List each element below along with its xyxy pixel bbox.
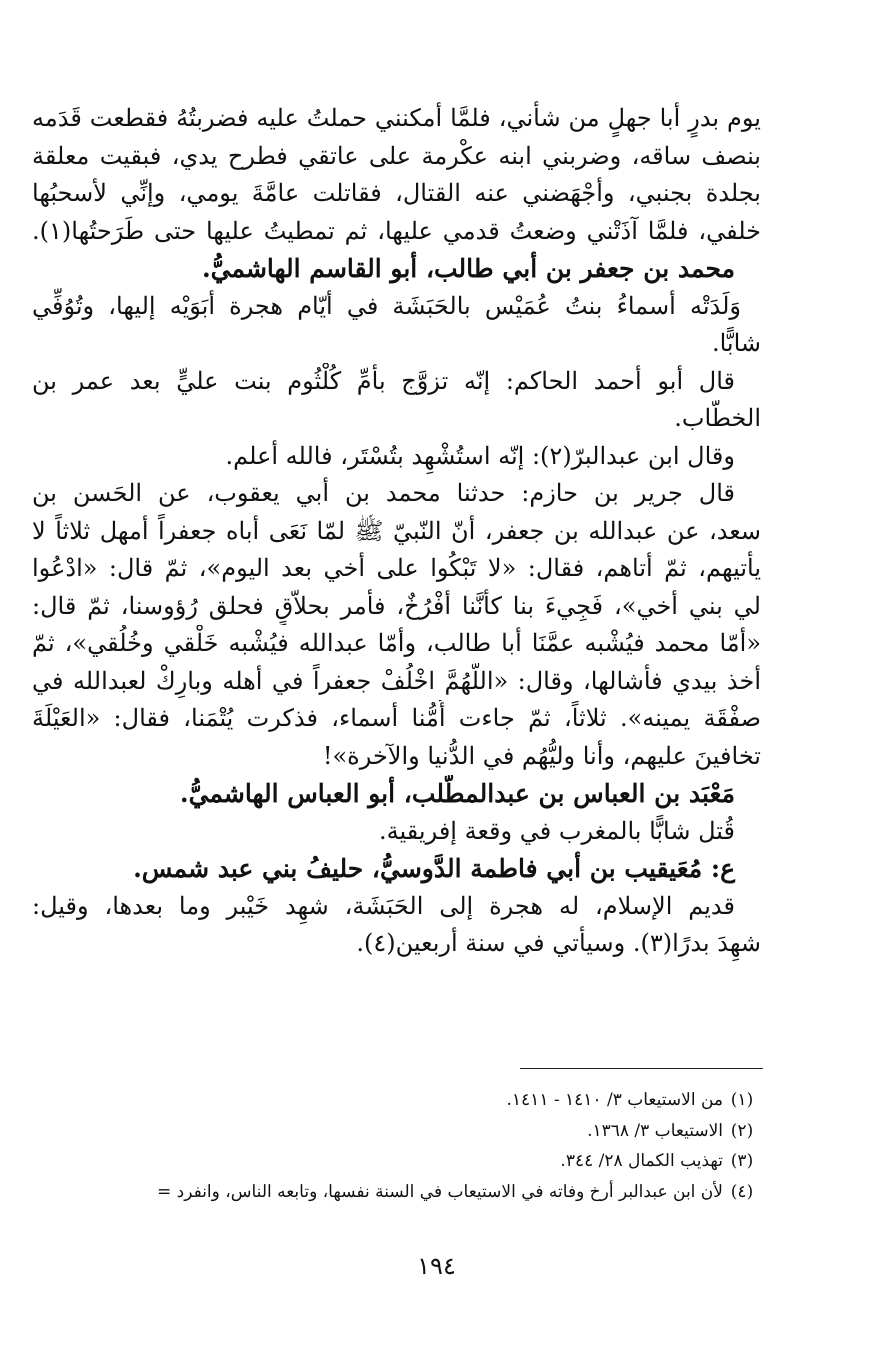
footnote-separator [520,1068,763,1069]
entry-heading: مَعْبَد بن العباس بن عبدالمطَّلب، أبو العباس الهاشميُّ. [179,779,735,808]
text-line: بجلدة بجنبي، وأجْهَضني عنه القتال، فقاتلت عامَّةَ يومي، وإنِّي لأسحبُها [32,179,761,207]
footnote-text: من الاستيعاب ٣/ ١٤١٠ - ١٤١١. [506,1090,723,1110]
entry-heading: ع: مُعَيقيب بن أبي فاطمة الدَّوسيُّ، حليفُ بني عبد شمس. [133,854,735,883]
entry-heading: محمد بن جعفر بن أبي طالب، أبو القاسم الهاشميُّ. [201,254,735,283]
footnote-number: (٤) [730,1181,754,1202]
main-text [32,100,761,963]
text-line: لي بني أخي»، فَجِيءَ بنا كأنَّنا أفْرُخٌ، فأمر بحلاّقٍ فحلق رُؤوسنا، ثمّ قال: [32,591,761,620]
text-line: أخذ بيدي فأشالها، وقال: «اللّهُمَّ اخْلُفْ جعفراً في أهله وبارِكْ لعبدالله في [32,666,761,695]
text-line: تخافينَ عليهم، وأنا وليُّهُم في الدُّنيا والآخرة»! [322,741,761,770]
footnote-number: (٣) [730,1151,754,1171]
text-line: الخطَّاب. [674,404,761,432]
text-line: قديم الإسلام، له هجرة إلى الحَبَشَة، شهِد خَيْبر وما بعدها، وقيل: [32,891,735,920]
text-line: خلفي، فلمَّا آذَتْني وضعتُ قدمي عليها، ثم تمطيتُ عليها حتى طَرَحتُها(١). [32,216,761,245]
text-line: شهِدَ بدرًا(٣). وسيأتي في سنة أربعين(٤). [356,929,761,957]
text-line: صفْقَة يمينه». ثلاثاً، ثمّ جاءت أُمُّنا أسماء، فذكرت يُتْمَنا، فقال: «العَيْلَةَ [32,704,761,732]
text-line: «أمّا محمد فيُشْبه عمَّنَا أبا طالب، وأمّا عبدالله فيُشْبه خَلْقي وخُلُقي»، ثمّ [32,629,761,657]
text-line: سعد، عن عبدالله بن جعفر، أنّ النّبيّ ﷺ لمّا نَعَى أباه جعفراً أمهل ثلاثاً لا [32,516,761,545]
footnote-text: الاستيعاب ٣/ ١٣٦٨. [587,1120,723,1141]
text-line: وقال ابن عبدالبرّ(٢): إنّه استُشْهِد بتُسْتَر، فالله أعلم. [225,441,735,470]
text-line: قُتل شابًّا بالمغرب في وقعة إفريقية. [379,816,735,845]
text-line: قال جرير بن حازم: حدثنا محمد بن أبي يعقوب، عن الحَسن بن [32,479,735,507]
text-line: يأتيهم، ثمّ أتاهم، فقال: «لا تَبْكُوا على أخي بعد اليوم»، ثمّ قال: «ادْعُوا [32,554,761,582]
text-line: وَلَدَتْه أسماءُ بنتُ عُمَيْس بالحَبَشَة في أيّام هجرة أبَوَيْه إليها، وتُوُفِّي [32,291,741,320]
text-line: بنصف ساقه، وضربني ابنه عكْرمة على عاتقي فطرح يدي، فبقيت معلقة [32,141,761,170]
footnote-number: (٢) [730,1120,754,1141]
footnote [40,1177,761,1208]
page-number: ١٩٤ [417,1252,456,1280]
footnote [40,1085,761,1116]
footnote [40,1146,761,1177]
footnotes [40,1085,761,1207]
footnote-text: لأن ابن عبدالبر أرخ وفاته في الاستيعاب في السنة نفسها، وتابعه الناس، وانفرد = [157,1181,723,1202]
footnote-text: تهذيب الكمال ٢٨/ ٣٤٤. [560,1151,723,1171]
text-line: قال أبو أحمد الحاكم: إنّه تزوَّج بأمِّ كُلْثُوم بنت عليٍّ بعد عمر بن [32,366,735,395]
text-line: يوم بدرٍ أبا جهلٍ من شأني، فلمَّا أمكنني حملتُ عليه فضربتُهُ فقطعت قَدَمه [32,104,761,132]
text-line: شابًّا. [711,329,761,357]
footnote-number: (١) [730,1090,754,1110]
footnote [40,1116,761,1147]
